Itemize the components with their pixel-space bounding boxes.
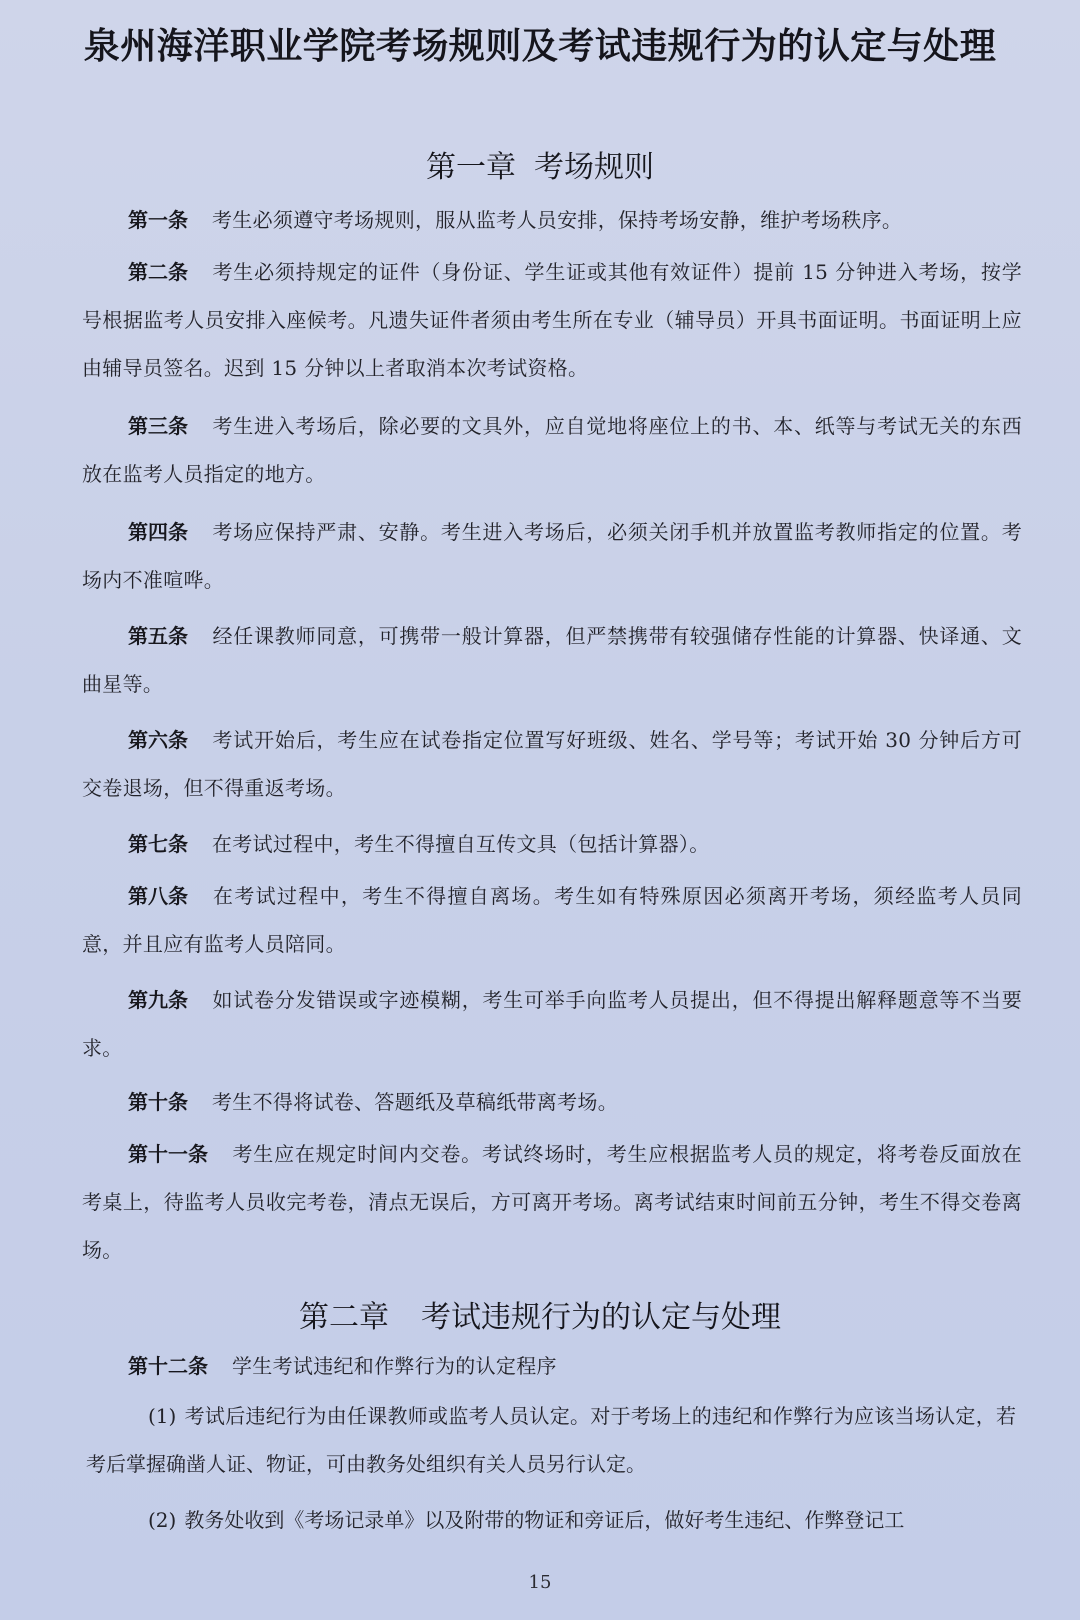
article-9 bbox=[82, 976, 1022, 1072]
article-3 bbox=[82, 402, 1022, 498]
chapter-1-heading bbox=[0, 142, 1080, 186]
article-6 bbox=[82, 716, 1022, 812]
clause-text: 教务处收到《考场记录单》以及附带的物证和旁证后，做好考生违纪、作弊登记工 bbox=[184, 1508, 905, 1532]
article-text: 学生考试违纪和作弊行为的认定程序 bbox=[232, 1354, 557, 1378]
article-2 bbox=[82, 248, 1022, 392]
article-label: 第十一条 bbox=[128, 1142, 208, 1166]
article-label: 第九条 bbox=[128, 988, 188, 1012]
article-text: 考生必须持规定的证件（身份证、学生证或其他有效证件）提前 15 分钟进入考场，按学号根据监考人员安排入座候考。凡遗失证件者须由考生所在专业（辅导员）开具书面证明。书面证明上应由辅导员签名。迟到 15 分钟以上者取消本次考试资格。 bbox=[82, 260, 1022, 380]
article-label: 第五条 bbox=[128, 624, 188, 648]
article-label: 第七条 bbox=[128, 832, 188, 856]
article-text: 考生进入考场后，除必要的文具外，应自觉地将座位上的书、本、纸等与考试无关的东西放在监考人员指定的地方。 bbox=[82, 414, 1022, 486]
document-title: 泉州海洋职业学院考场规则及考试违规行为的认定与处理 bbox=[83, 26, 997, 67]
article-label: 第六条 bbox=[128, 728, 188, 752]
article-7 bbox=[82, 820, 1022, 868]
article-label: 第四条 bbox=[128, 520, 188, 544]
article-text: 经任课教师同意，可携带一般计算器，但严禁携带有较强储存性能的计算器、快译通、文曲星等。 bbox=[82, 624, 1022, 696]
clause-number: (2) bbox=[148, 1508, 177, 1532]
article-8 bbox=[82, 872, 1022, 968]
article-text: 在考试过程中，考生不得擅自离场。考生如有特殊原因必须离开考场，须经监考人员同意，并且应有监考人员陪同。 bbox=[82, 884, 1022, 956]
article-5 bbox=[82, 612, 1022, 708]
article-text: 考场应保持严肃、安静。考生进入考场后，必须关闭手机并放置监考教师指定的位置。考场内不准喧哗。 bbox=[82, 520, 1022, 592]
clause-1 bbox=[86, 1392, 1016, 1488]
chapter-2-number: 第二章 bbox=[299, 1300, 389, 1335]
article-label: 第八条 bbox=[128, 884, 188, 908]
article-label: 第三条 bbox=[128, 414, 188, 438]
article-text: 考生不得将试卷、答题纸及草稿纸带离考场。 bbox=[212, 1090, 618, 1114]
article-text: 考生应在规定时间内交卷。考试终场时，考生应根据监考人员的规定，将考卷反面放在考桌上，待监考人员收完考卷，清点无误后，方可离开考场。离考试结束时间前五分钟，考生不得交卷离场。 bbox=[82, 1142, 1022, 1262]
article-10 bbox=[82, 1078, 1022, 1126]
clause-2 bbox=[86, 1496, 1016, 1544]
article-4 bbox=[82, 508, 1022, 604]
article-text: 如试卷分发错误或字迹模糊，考生可举手向监考人员提出，但不得提出解释题意等不当要求。 bbox=[82, 988, 1022, 1060]
article-text: 在考试过程中，考生不得擅自互传文具（包括计算器）。 bbox=[212, 832, 710, 856]
article-label: 第十条 bbox=[128, 1090, 188, 1114]
chapter-1-title: 考场规则 bbox=[534, 150, 654, 185]
article-text: 考生必须遵守考场规则，服从监考人员安排，保持考场安静，维护考场秩序。 bbox=[212, 208, 903, 232]
chapter-2-title: 考试违规行为的认定与处理 bbox=[421, 1300, 781, 1335]
article-label: 第十二条 bbox=[128, 1354, 208, 1378]
article-1 bbox=[82, 196, 1022, 244]
page-number: 15 bbox=[528, 1572, 552, 1593]
chapter-2-heading bbox=[0, 1292, 1080, 1336]
article-12 bbox=[82, 1342, 1022, 1390]
article-label: 第二条 bbox=[128, 260, 188, 284]
article-text: 考试开始后，考生应在试卷指定位置写好班级、姓名、学号等；考试开始 30 分钟后方可交卷退场，但不得重返考场。 bbox=[82, 728, 1022, 800]
clause-text: 考试后违纪行为由任课教师或监考人员认定。对于考场上的违纪和作弊行为应该当场认定，若考后掌握确凿人证、物证，可由教务处组织有关人员另行认定。 bbox=[86, 1404, 1016, 1476]
article-11 bbox=[82, 1130, 1022, 1274]
chapter-1-number: 第一章 bbox=[426, 150, 516, 185]
article-label: 第一条 bbox=[128, 208, 188, 232]
clause-number: (1) bbox=[148, 1404, 177, 1428]
